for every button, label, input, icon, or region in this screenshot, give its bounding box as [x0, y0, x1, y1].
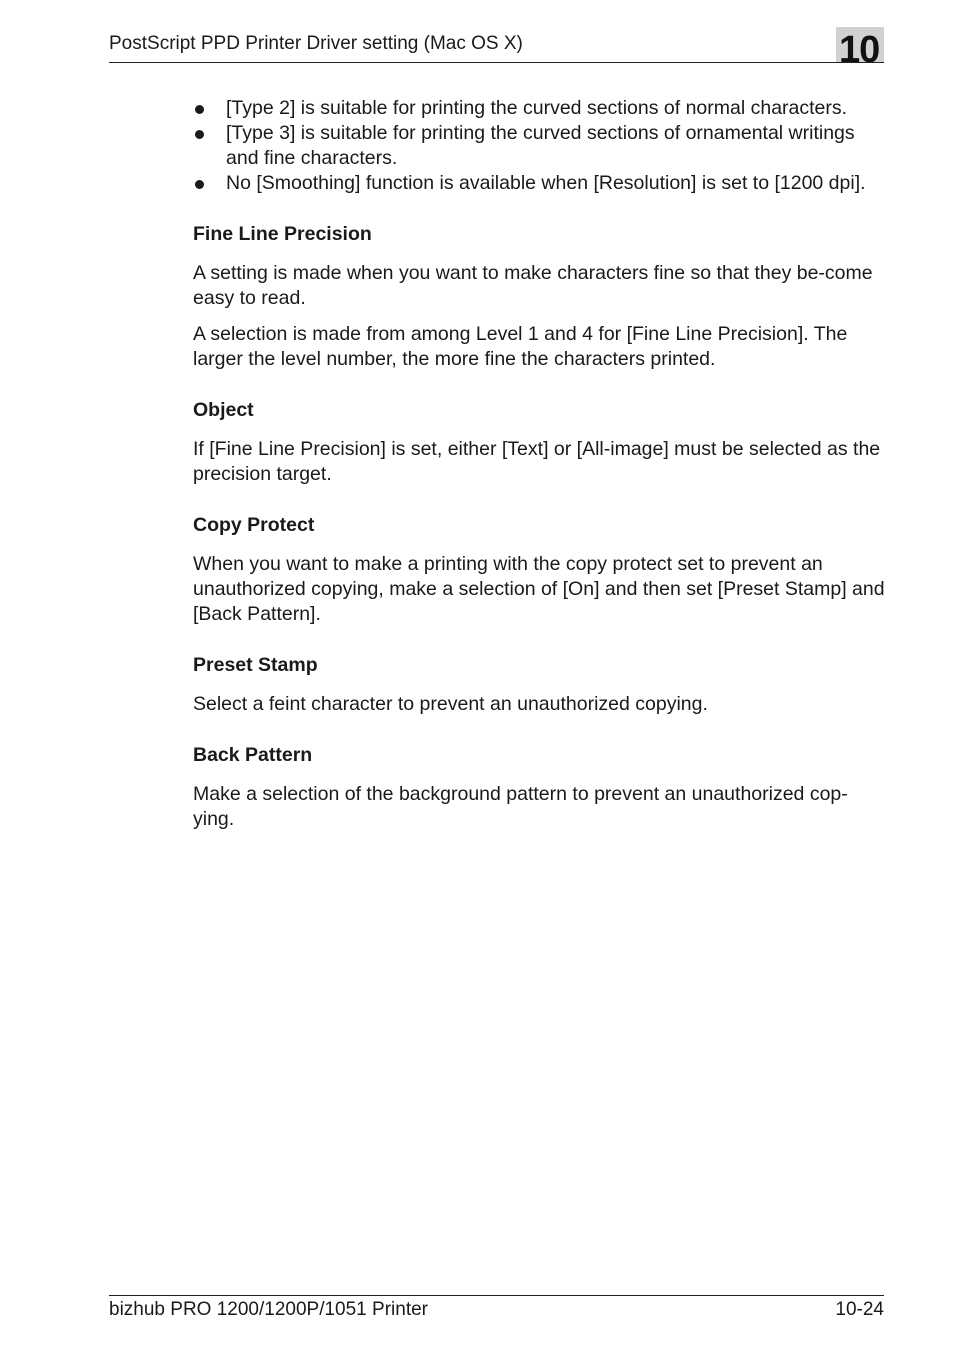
section-preset-stamp	[193, 653, 885, 717]
section-paragraph: If [Fine Line Precision] is set, either [Text] or [All-image] must be selected as the precision target.	[193, 438, 881, 485]
section-copy-protect	[193, 513, 885, 627]
list-item	[193, 171, 885, 196]
bullet-list	[193, 96, 885, 196]
list-item	[193, 96, 885, 121]
section-back-pattern	[193, 743, 885, 832]
section-heading: Copy Protect	[193, 514, 315, 536]
section-heading: Preset Stamp	[193, 654, 318, 676]
section-paragraph: When you want to make a printing with the copy protect set to prevent an unauthorized copying, make a selection of [On] and then set [Preset Stamp] and [Back Pattern].	[193, 553, 885, 625]
section-fine-line-precision	[193, 222, 885, 372]
footer-page-number: 10-24	[835, 1299, 884, 1320]
footer-product-name: bizhub PRO 1200/1200P/1051 Printer	[109, 1299, 428, 1320]
page-content	[193, 96, 885, 832]
bullet-icon	[195, 130, 204, 139]
section-heading: Object	[193, 399, 254, 421]
header-title: PostScript PPD Printer Driver setting (Mac OS X)	[109, 33, 523, 54]
footer-divider	[109, 1295, 884, 1296]
section-heading: Fine Line Precision	[193, 223, 372, 245]
chapter-number-badge: 10	[836, 27, 884, 63]
section-object	[193, 398, 885, 487]
list-item-text: [Type 3] is suitable for printing the curved sections of ornamental writings and fine characters.	[226, 122, 855, 169]
section-paragraph: A setting is made when you want to make characters fine so that they be-come easy to read.	[193, 262, 873, 309]
list-item	[193, 121, 885, 171]
section-paragraph: Select a feint character to prevent an unauthorized copying.	[193, 693, 708, 715]
section-heading: Back Pattern	[193, 744, 313, 766]
list-item-text: No [Smoothing] function is available when [Resolution] is set to [1200 dpi].	[226, 172, 866, 194]
list-item-text: [Type 2] is suitable for printing the curved sections of normal characters.	[226, 97, 848, 119]
bullet-icon	[195, 180, 204, 189]
section-paragraph: Make a selection of the background pattern to prevent an unauthorized cop-ying.	[193, 783, 848, 830]
section-paragraph: A selection is made from among Level 1 and 4 for [Fine Line Precision]. The larger the level number, the more fine the characters printed.	[193, 323, 848, 370]
bullet-icon	[195, 105, 204, 114]
header-divider	[109, 62, 884, 63]
